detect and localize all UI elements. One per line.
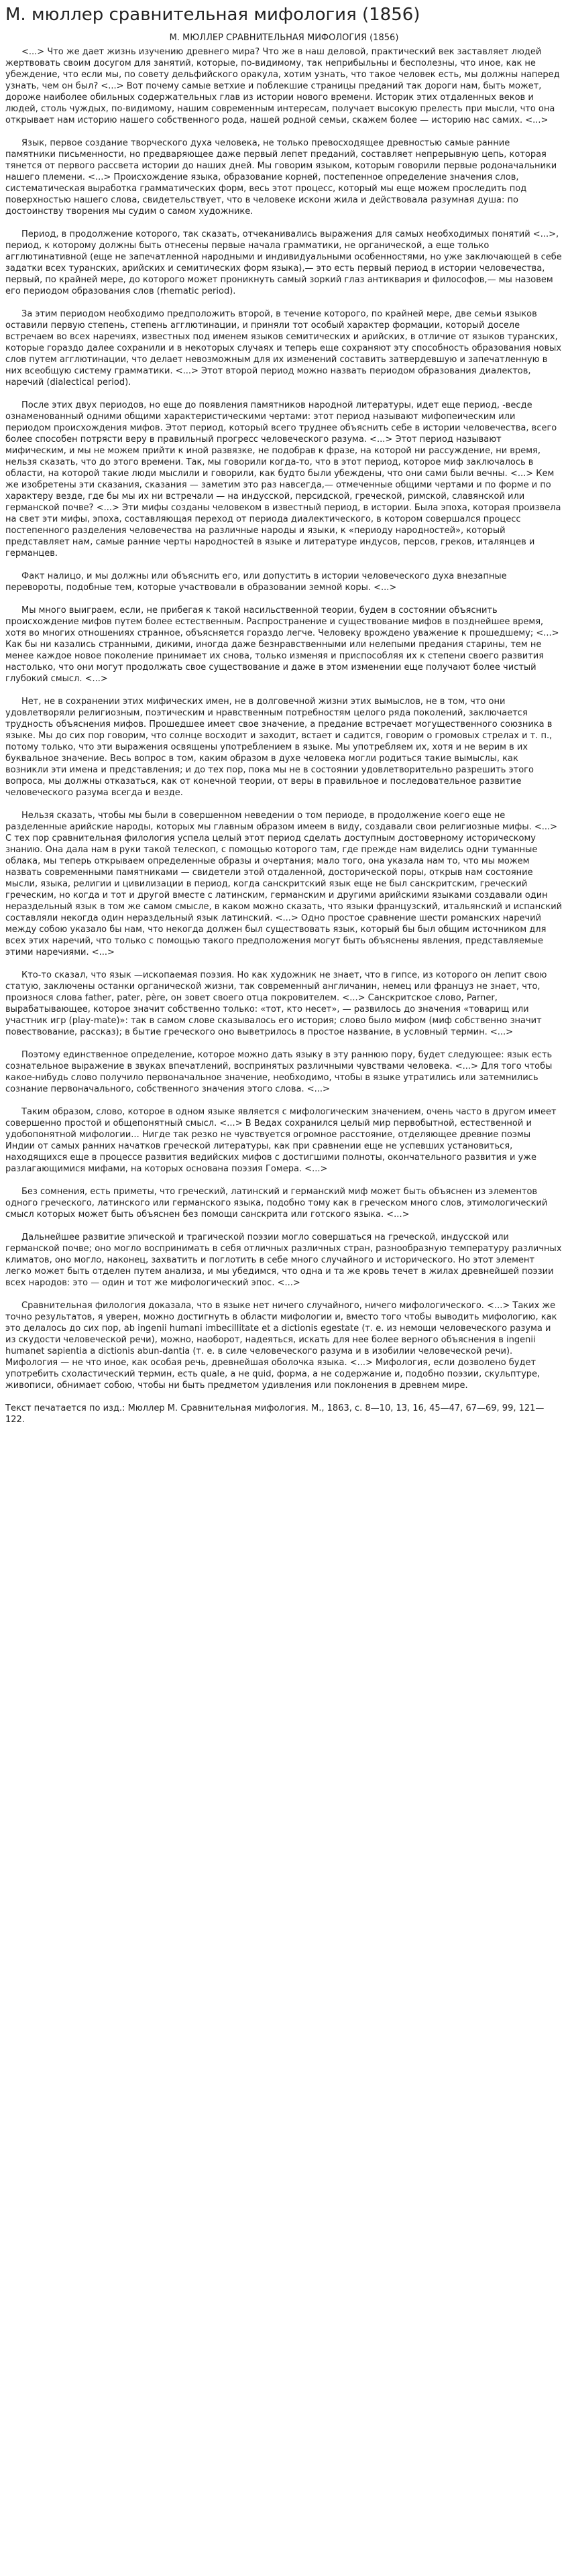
- article-paragraph: Период, в продолжение которого, так сказать, отчеканивались выражения для самых необходимых понятий <...>, период, к которому должны быть отнесены первые начала грамматики, не органической, а еще только агглютинативной (еще не запечатленной народными и индивидуальными особенностями, но уже заключающей в себе задатки всех туранских, арийских и семитических форм языка),— это есть первый период в истории человечества, первый, по крайней мере, до которого может проникнуть самый зоркий глаз антиквария и философов,— мы назовем его периодом образования слов (rhematic period).: [5, 229, 562, 296]
- article-paragraph: За этим периодом необходимо предположить второй, в течение которого, по крайней мере, две семьи языков оставили первую степень, степень агглютинации, и приняли тот особый характер формации, который доселе встречаем во всех наречиях, известных под именем языков семитических и арийских, в отличие от языков туранских, которые гораздо далее сохранили и в некоторых случаях и теперь еще сохраняют эту способность образования новых слов путем агглютинации, что делает невозможным для их изменений составить затвердевшую и запечатленную в них всеобщую систему грамматики. <...> Этот второй период можно назвать периодом образования диалектов, наречий (dialectical period).: [5, 309, 562, 388]
- article-paragraph: Нельзя сказать, чтобы мы были в совершенном неведении о том периоде, в продолжение коего еще не разделенные арийские народы, которых мы главным образом имеем в виду, создавали свои религиозные мифы. <...> С тех пор сравнительная филология успела целый этот период сделать доступным достоверному историческому знанию. Она дала нам в руки такой телескоп, с помощью которого там, где прежде нам виделись одни туманные облака, мы теперь открываем определенные образы и очертания; мало того, она указала нам то, что мы можем назвать современными памятниками — свидетели этой отдаленной, досторической поры, открыв нам состояние мысли, языка, религии и цивилизации в период, когда санскритский язык еще не был санскритским, греческий греческим, но когда и тот и другой вместе с латинским, германским и другими арийскими языками создавали один нераздельный язык в том же самом смысле, в каком можно сказать, что языки французский, итальянский и испанский составляли некогда один нераздельный язык латинский. <...> Одно простое сравнение шести романских наречий между собою указало бы нам, что некогда должен был существовать язык, который бы был общим источником для всех этих наречий, что только с помощью такого предположения могут быть объяснены явления, представляемые этими наречиями. <...>: [5, 811, 563, 957]
- page-title: М. мюллер сравнительная мифология (1856): [5, 5, 420, 25]
- article-paragraph: Поэтому единственное определение, которое можно дать языку в эту раннюю пору, будет следующее: язык есть сознательное выражение в звуках впечатлений, воспринятых различными чувствами человека. <...> Для того чтобы какое-нибудь слово получило первоначальное значение, необходимо, чтобы в языке утратились или затемнились сознание первоначального, собственного значения этого слова. <...>: [5, 1050, 553, 1094]
- article-paragraph: После этих двух периодов, но еще до появления памятников народной литературы, идет еще период, -весде ознаменованный одними общими характеристическими чертами: этот период называют мифопеическим или периодом происхождения мифов. Этот период, который всего труднее объяснить себе в истории человечества, всего более способен потрясти веру в правильный прогресс человеческого разума. <...> Этот период называют мифическим, и мы не можем прийти к иной развязке, не подобрав к фразе, на которой ни рассуждение, ни время, нельзя сказать, что до этого времени. Так, мы говорили когда-то, что в этот период, которое миф заключалось в области, на которой такие люди мыслили и говорили, как будто были убеждены, что они сами были вечны. <...> Кем же изобретены эти сказания, сказания — заметим это раз навсегда,— отмеченные общими чертами и по форме и по характеру везде, где бы мы их ни встречали — на индусской, персидской, греческой, римской, славянской или германской почве? <...> Эти мифы созданы человеком в известный период, в истории. Была эпоха, которая произвела на свет эти мифы, эпоха, составляющая переход от периода диалектического, в котором совершался процесс постепенного разделения человечества на различные народы и языки, к «периоду народностей», который представляет нам, самые ранние черты народностей в языке и литературе индусов, персов, греков, италянцев и германцев.: [5, 400, 561, 559]
- footer-note: Текст печатается по изд.: Мюллер М. Сравнительная мифология. М., 1863, с. 8—10, 13, 16, 45—47, 67—69, 99, 121—122.: [5, 1403, 545, 1425]
- article-paragraph: Факт налицо, и мы должны или объяснить его, или допустить в истории человеческого духа внезапные перевороты, подобные тем, которые участвовали в образовании земной коры. <...>: [5, 571, 507, 593]
- article-paragraph: Без сомнения, есть приметы, что греческий, латинский и германский миф может быть объяснен из элементов одного греческого, латинского или германского языка, подобно тому как в греческом много слов, этимологический смысл которых может быть объяснен без помощи санскрита или готского языка. <...>: [5, 1187, 548, 1220]
- article-subtitle: М. МЮЛЛЕР СРАВНИТЕЛЬНАЯ МИФОЛОГИЯ (1856): [169, 33, 399, 43]
- article-paragraph: Кто-то сказал, что язык —ископаемая поэзия. Но как художник не знает, что в гипсе, из которого он лепит свою статую, заключены останки органической жизни, так современный англичанин, немец или француз не знает, что, произнося слова father, pater, père, он зовет своего отца покровителем. <...> Санскритское слово, Parner, вырабатывающее, которое значит собственно только: «тот, кто несет», — развилось до значения «товарищ или участник игр (play-mate)»: так в самом слове сказывалось его история; слово было мифом (миф собственно значит повествование, рассказ); в бытие греческого оно выветрилось в простое название, в условный термин. <...>: [5, 970, 547, 1037]
- article-paragraph: Сравнительная филология доказала, что в языке нет ничего случайного, ничего мифологического. <...> Таких же точно результатов, я уверен, можно достигнуть в области мифологии и, вместо того чтобы выводить мифологию, как это делалось до сих пор, ab ingenii humani imbecillitate et a dictionis egestate (т. е. из немощи человеческого разума и из скудости человеческой речи), можно, наоборот, надеяться, искать для нее более верного объяснения в ingenii humanet sapientia a dictionis abun-dantia (т. е. в силе человеческого разума и в изобилии человеческой речи). Мифология — не что иное, как особая речь, древнейшая оболочка языка. <...> Мифология, если дозволено будет употребить схоластический термин, есть quale, a не quid, форма, а не содержание и, подобно поэзии, скульптуре, живописи, обнимает собою, чтобы ни быть предметом удивления или поклонения в древнем мире.: [5, 1301, 557, 1391]
- article-paragraph: <...> Что же дает жизнь изучению древнего мира? Что же в наш деловой, практический век заставляет людей жертвовать своим досугом для занятий, которые, по-видимому, так неприбыльны и бесполезны, что иное, как не убеждение, что если мы, по совету дельфийского оракула, хотим узнать, что такое человек есть, мы должны наперед узнать, чем он был? <...> Вот почему самые ветхие и поблекшие страницы преданий так дороги нам, быть может, дороже наиболее обильных содержательных глав из истории нового времени. Историк этих отдаленных веков и людей, столь чуждых, по-видимому, нашим современным интересам, получает высокую прелесть при мысли, что она открывает нам историю нашего собственного рода, нашей родной семьи, скажем более — историю нас самих. <...>: [5, 47, 560, 125]
- article-paragraph: Дальнейшее развитие эпической и трагической поэзии могло совершаться на греческой, индусской или германской почве; оно могло воспринимать в себя отличных различных стран, разнообразную температуру различных климатов, оно могло, наконец, захватить и поглотить в себе много случайного и исторического. Но этот элемент легко может быть отделен путем анализа, и мы убедимся, что одна и та же кровь течет в жилах древнейшей поэзии всех народов: это — один и тот же мифологический эпос. <...>: [5, 1232, 562, 1288]
- article-body: [5, 46, 563, 1391]
- article-paragraph: Язык, первое создание творческого духа человека, не только превосходящее древностью самые ранние памятники письменности, но предваряющее даже первый лепет преданий, составляет непрерывную цепь, которая тянется от первого рассвета истории до наших дней. Мы говорим языком, которым говорили первые родоначальники нашего племени. <...> Происхождение языка, образование корней, постепенное определение значения слов, систематическая выработка грамматических форм, весь этот процесс, который мы еще можем проследить под поверхностью нашего слова, свидетельствует, что в человеке искони жила и действовала разумная душа: по достоинству творения мы судим о самом художнике.: [5, 138, 557, 217]
- article-paragraph: Нет, не в сохранении этих мифических имен, не в долговечной жизни этих вымыслов, не в том, что они удовлетворяли религиозным, поэтическим и нравственным потребностям целого ряда поколений, заключается трудность объяснения мифов. Прошедшее имеет свое значение, а предание встречает могущественного союзника в языке. Мы до сих пор говорим, что солнце восходит и заходит, встает и садится, говорим о громовых стрелах и т. п., потому только, что эти выражения освящены употреблением в языке. Мы употребляем их, хотя и не верим в их буквальное значение. Весь вопрос в том, каким образом в духе человека могли родиться такие вымыслы, как возникли эти имена и представления; и до тех пор, пока мы не в состоянии удовлетворительно разрешить этого вопроса, мы должны отказаться, как от конечной теории, от веры в правильное и последовательное развитие человеческого разума всегда и везде.: [5, 697, 553, 798]
- article-paragraph: Таким образом, слово, которое в одном языке является с мифологическим значением, очень часто в другом имеет совершенно простой и общепонятный смысл. <...> В Ведах сохранился целый мир первобытной, естественной и удобопонятной мифологии... Нигде так резко не чувствуется огромное расстояние, отделяющее древние поэмы Индии от самых ранних начатков греческой литературы, как при сравнении еще не успевших установиться, находящихся еще в процессе развития ведийских мифов с достигшими полноты, окончательного развития и уже разлагающимися мифами, на которых основана поэзия Гомера. <...>: [5, 1107, 557, 1174]
- article-paragraph: Мы много выиграем, если, не прибегая к такой насильственной теории, будем в состоянии объяснить происхождение мифов путем более естественным. Распространение и существование мифов в позднейшее время, хотя во многих отношениях странное, объясняется гораздо легче. Человеку врождено уважение к прошедшему; <...> Как бы ни казались странными, дикими, иногда даже безнравственными или нелепыми предания старины, тем не менее каждое новое поколение принимает их снова, только изменяя и приспособляя их к степени своего развития настолько, что они могут продолжать свое существование и даже в этом изменении еще получают более чистый глубокий смысл. <...>: [5, 605, 559, 684]
